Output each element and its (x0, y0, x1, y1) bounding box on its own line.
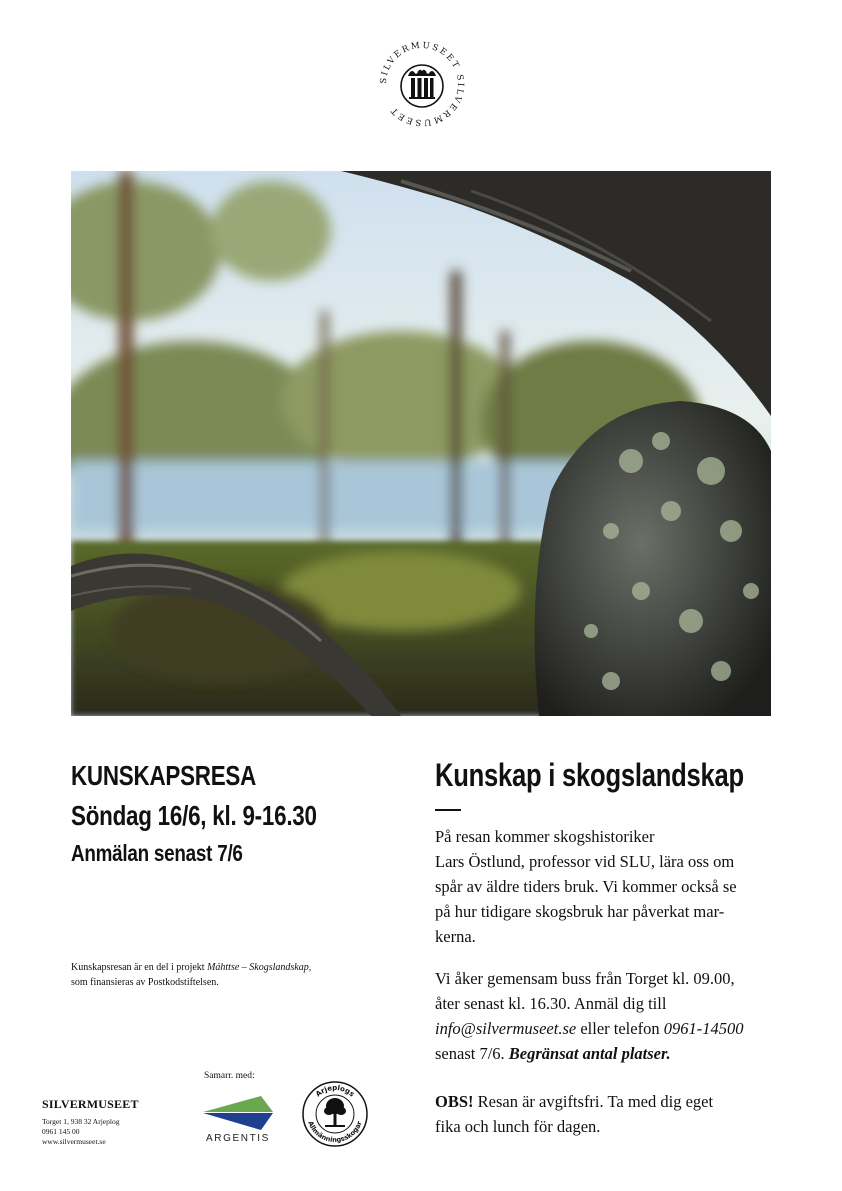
notice-line: fika och lunch för dagen. (435, 1117, 601, 1136)
project-note-funding: som finansieras av Postkodstiftelsen. (71, 977, 219, 988)
silvermuseet-logo (378, 40, 466, 128)
paragraph-intro (435, 824, 780, 949)
paragraph-logistics (435, 966, 780, 1066)
address-line: Torget 1, 938 32 Arjeplog (42, 1117, 120, 1126)
paragraph-notice (435, 1089, 780, 1139)
intro-line: På resan kommer skogshistoriker (435, 827, 655, 846)
deadline-text: senast 7/6. (435, 1044, 509, 1063)
event-type-heading: KUNSKAPSRESA (71, 760, 257, 791)
obs-label: OBS! (435, 1092, 474, 1111)
notice-text: Resan är avgiftsfri. Ta med dig eget (473, 1092, 714, 1111)
logistics-line: åter senast kl. 16.30. Anmäl dig till (435, 994, 667, 1013)
argentis-logo (201, 1094, 275, 1146)
logistics-line: Vi åker gemensam buss från Torget kl. 09.00, (435, 969, 735, 988)
article-title: Kunskap i skogslandskap (435, 757, 744, 793)
argentis-logo-icon (201, 1094, 275, 1132)
project-name: Máhttse – Skogslandskap, (207, 962, 312, 973)
intro-line: på hur tidigare skogsbruk har påverkat mar- (435, 902, 725, 921)
intro-line: Lars Östlund, professor vid SLU, lära oss om (435, 852, 735, 871)
footer-org-name: SILVERMUSEET (42, 1097, 139, 1111)
logo-arc-text: SILVERMUSEET SILVERMUSEET (378, 40, 466, 128)
phone-line: 0961 145 00 (42, 1127, 80, 1136)
registration-deadline: Anmälan senast 7/6 (71, 840, 243, 866)
limited-seats-note: Begränsat antal platser. (508, 1044, 671, 1063)
project-note-pre: Kunskapsresan är en del i projekt (71, 962, 208, 973)
seal-bottom-text: Allmänningsskogar (306, 1119, 364, 1145)
project-note (71, 960, 371, 990)
title-rule (435, 809, 461, 811)
argentis-wordmark: ARGENTIS (206, 1133, 270, 1144)
logistics-mid: eller telefon (576, 1019, 664, 1038)
allmanningsskogar-logo (301, 1080, 369, 1148)
partners-label: Samarr. med: (204, 1071, 255, 1081)
contact-phone: 0961-14500 (663, 1019, 744, 1038)
intro-line: kerna. (435, 927, 476, 946)
contact-email-link[interactable]: info@silvermuseet.se (435, 1019, 577, 1038)
event-date-heading: Söndag 16/6, kl. 9-16.30 (71, 800, 317, 831)
footer-address (42, 1117, 119, 1147)
seal-top-text: Arjeplogs (314, 1083, 356, 1099)
svg-text:SILVERMUSEET SILVERMUSEET (379, 41, 465, 128)
forest-photo (71, 171, 771, 716)
tree-seal-logo-icon (301, 1080, 369, 1148)
silver-crown-logo-icon (378, 40, 466, 128)
website-link[interactable]: www.silvermuseet.se (42, 1137, 106, 1146)
intro-line: spår av äldre tiders bruk. Vi kommer också se (435, 877, 737, 896)
